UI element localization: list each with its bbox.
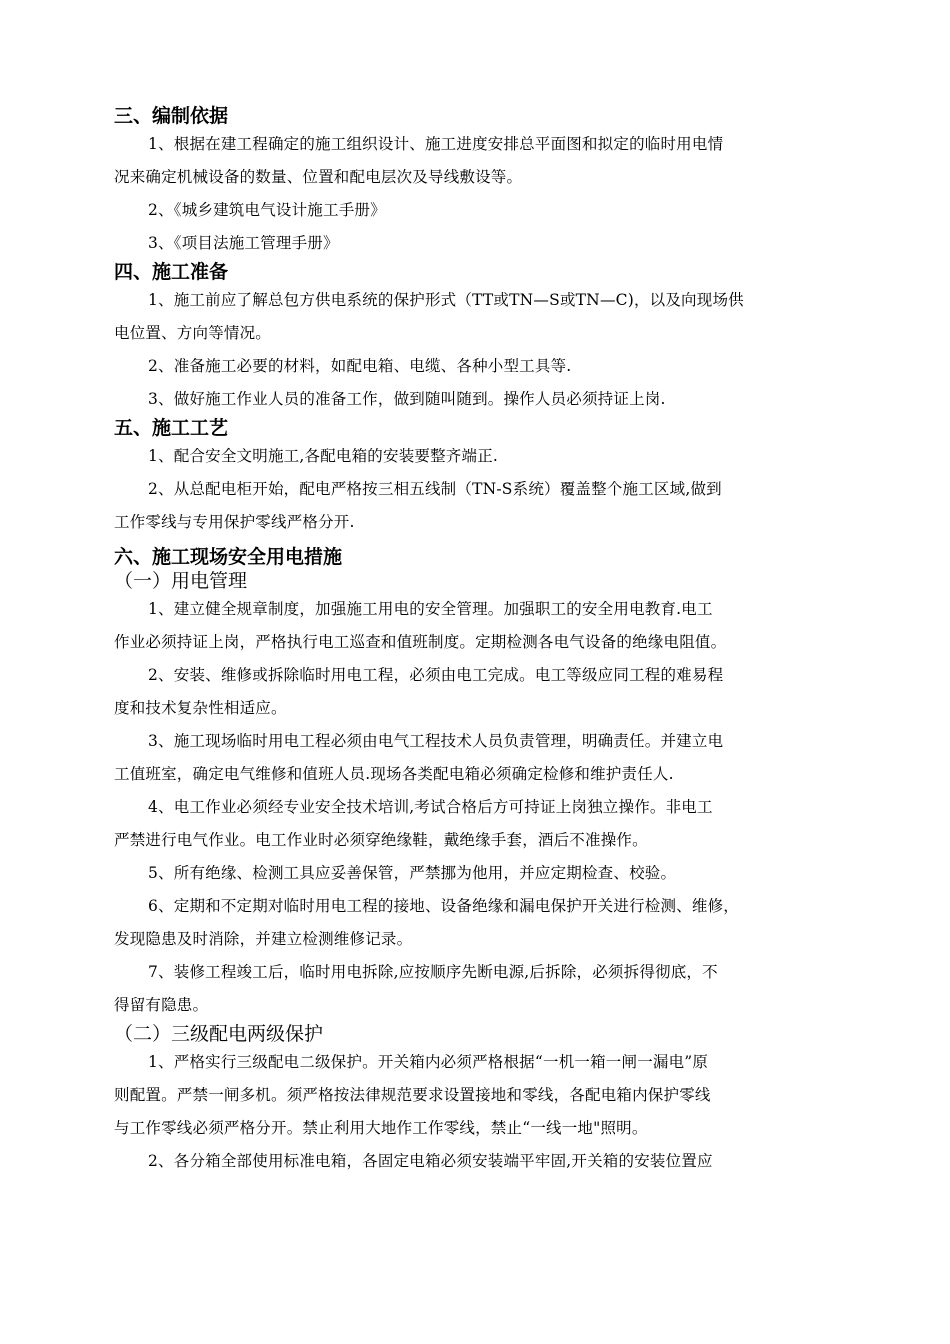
- document-page: [114, 104, 864, 1178]
- text-line: 3、做好施工作业人员的准备工作，做到随叫随到。操作人员必须持证上岗.: [148, 390, 666, 408]
- text-line: 工作零线与专用保护零线严格分开.: [114, 513, 355, 531]
- subsection-heading-management: （一）用电管理: [114, 570, 248, 592]
- section-heading-basis: 三、编制依据: [114, 105, 229, 127]
- text-line: 1、施工前应了解总包方供电系统的保护形式（TT或TN—S或TN—C)，以及向现场供: [148, 291, 744, 309]
- text-line: 2、从总配电柜开始，配电严格按三相五线制（TN-S系统）覆盖整个施工区域,做到: [148, 480, 722, 498]
- paragraph: [114, 659, 864, 725]
- text-line: 1、配合安全文明施工,各配电箱的安装要整齐端正.: [148, 447, 499, 465]
- paragraph: [114, 227, 864, 260]
- paragraph: [114, 791, 864, 857]
- text-line: 2、《城乡建筑电气设计施工手册》: [148, 201, 386, 219]
- paragraph: [114, 194, 864, 227]
- section-heading-safety: 六、施工现场安全用电措施: [114, 546, 343, 568]
- paragraph: [114, 1046, 864, 1145]
- subsection-heading-distribution: （二）三级配电两级保护: [114, 1023, 324, 1045]
- text-line: 工值班室，确定电气维修和值班人员.现场各类配电箱必须确定检修和维护责任人.: [114, 765, 674, 783]
- paragraph: [114, 890, 864, 956]
- paragraph: [114, 857, 864, 890]
- text-line: 2、各分箱全部使用标准电箱，各固定电箱必须安装端平牢固,开关箱的安装位置应: [148, 1152, 713, 1170]
- text-line: 1、严格实行三级配电二级保护。开关箱内必须严格根据“一机一箱一闸一漏电”原: [148, 1053, 709, 1071]
- paragraph: [114, 473, 864, 539]
- text-line: 度和技术复杂性相适应。: [114, 699, 287, 717]
- text-line: 与工作零线必须严格分开。禁止利用大地作工作零线，禁止“一线一地"照明。: [114, 1119, 648, 1137]
- text-line: 6、定期和不定期对临时用电工程的接地、设备绝缘和漏电保护开关进行检测、维修，: [148, 897, 739, 915]
- text-line: 7、装修工程竣工后，临时用电拆除,应按顺序先断电源,后拆除，必须拆得彻底，不: [148, 963, 718, 981]
- text-line: 5、所有绝缘、检测工具应妥善保管，严禁挪为他用，并应定期检查、校验。: [148, 864, 677, 882]
- section-heading-process: 五、施工工艺: [114, 417, 229, 439]
- text-line: 严禁进行电气作业。电工作业时必须穿绝缘鞋，戴绝缘手套，酒后不准操作。: [114, 831, 648, 849]
- text-line: 1、建立健全规章制度，加强施工用电的安全管理。加强职工的安全用电教育.电工: [148, 600, 713, 618]
- paragraph: [114, 440, 864, 473]
- text-line: 况来确定机械设备的数量、位置和配电层次及导线敷设等。: [114, 168, 523, 186]
- text-line: 得留有隐患。: [114, 996, 209, 1014]
- text-line: 4、电工作业必须经专业安全技术培训,考试合格后方可持证上岗独立操作。非电工: [148, 798, 713, 816]
- paragraph: [114, 1145, 864, 1178]
- paragraph: [114, 383, 864, 416]
- text-line: 发现隐患及时消除，并建立检测维修记录。: [114, 930, 413, 948]
- paragraph: [114, 284, 864, 350]
- text-line: 3、《项目法施工管理手册》: [148, 234, 339, 252]
- text-line: 电位置、方向等情况。: [114, 324, 272, 342]
- paragraph: [114, 128, 864, 194]
- text-line: 3、施工现场临时用电工程必须由电气工程技术人员负责管理，明确责任。并建立电: [148, 732, 724, 750]
- text-line: 2、准备施工必要的材料，如配电箱、电缆、各种小型工具等.: [148, 357, 572, 375]
- paragraph: [114, 725, 864, 791]
- text-line: 1、根据在建工程确定的施工组织设计、施工进度安排总平面图和拟定的临时用电情: [148, 135, 724, 153]
- paragraph: [114, 593, 864, 659]
- section-heading-preparation: 四、施工准备: [114, 261, 229, 283]
- paragraph: [114, 350, 864, 383]
- text-line: 2、安装、维修或拆除临时用电工程，必须由电工完成。电工等级应同工程的难易程: [148, 666, 724, 684]
- text-line: 则配置。严禁一闸多机。须严格按法律规范要求设置接地和零线，各配电箱内保护零线: [114, 1086, 711, 1104]
- text-line: 作业必须持证上岗，严格执行电工巡查和值班制度。定期检测各电气设备的绝缘电阻值。: [114, 633, 727, 651]
- paragraph: [114, 956, 864, 1022]
